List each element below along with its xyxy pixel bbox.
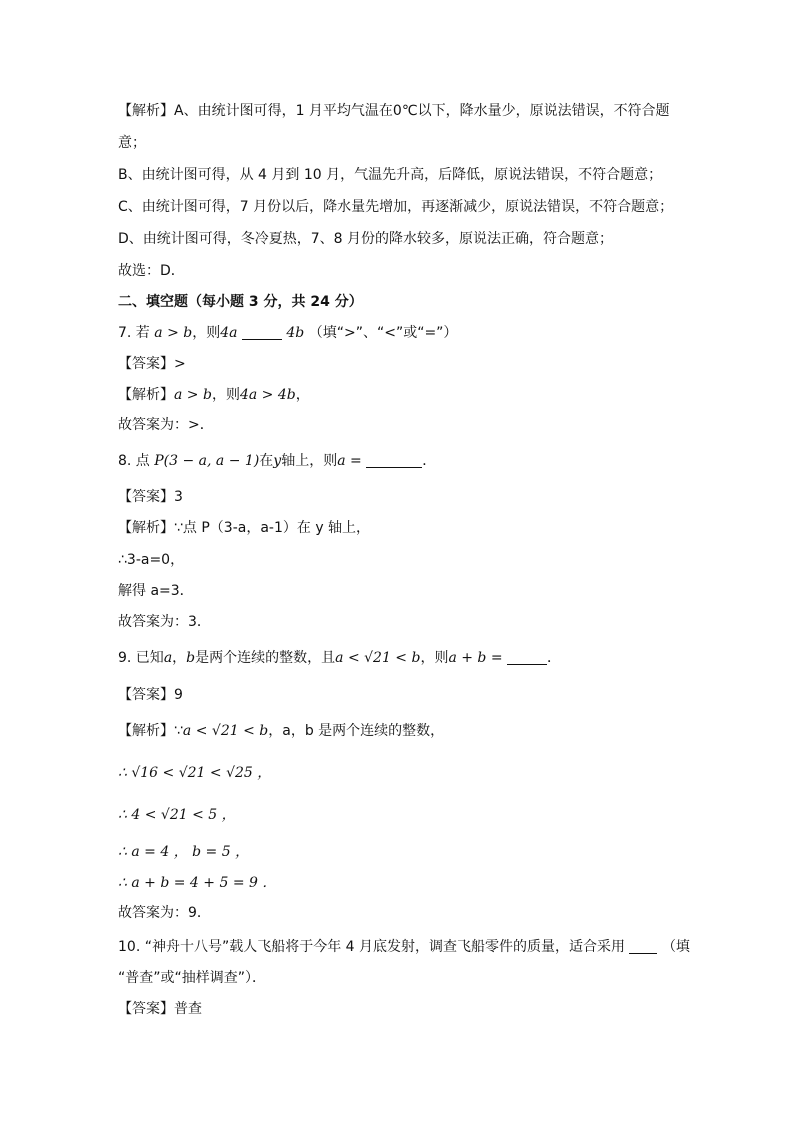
analysis-line-b: B、由统计图可得，从 4 月到 10 月，气温先升高，后降低，原说法错误，不符合题意； — [118, 167, 663, 183]
q10-hint: （填 — [661, 939, 690, 955]
q8-axis: y — [273, 453, 282, 469]
q9-text: 是两个连续的整数，且 — [195, 650, 336, 666]
analysis-7-result: 4a > 4b — [239, 387, 296, 403]
answer-9: 【答案】9 — [118, 687, 183, 703]
analysis-9-step4: ∴ a + b = 4 + 5 = 9 ． — [118, 875, 277, 891]
choice-conclusion: 故选：D． — [118, 263, 185, 279]
analysis-9-text: ，a，b 是两个连续的整数， — [268, 723, 445, 739]
q9-then: ，则 — [420, 650, 449, 666]
question-9 — [118, 648, 561, 668]
q9-inequality: a < √21 < b — [335, 650, 421, 666]
q7-condition: a > b — [154, 325, 193, 341]
q8-point: P(3 − a, a − 1) — [154, 453, 260, 469]
analysis-8-step1: ∴3-a=0， — [118, 552, 185, 568]
analysis-9-ineq: a < √21 < b — [182, 723, 269, 739]
question-10-cont: “普查”或“抽样调查”）． — [118, 970, 267, 986]
q7-right: 4b — [286, 325, 305, 341]
q10-answer-blank — [629, 939, 657, 954]
answer-8: 【答案】3 — [118, 489, 183, 505]
analysis-9-step3: ∴ a = 4 ， b = 5 ， — [118, 844, 250, 860]
analysis-line-a: 【解析】A、由统计图可得，1 月平均气温在0℃以下，降水量少，原说法错误，不符合题 — [118, 103, 670, 119]
q7-left: 4a — [220, 325, 238, 341]
analysis-7-cond: a > b — [174, 387, 212, 403]
q9-answer-blank — [507, 650, 547, 665]
analysis-9-label: 【解析】∵ — [118, 723, 183, 739]
analysis-line-a-cont: 意； — [118, 135, 146, 151]
analysis-line-c: C、由统计图可得，7 月份以后，降水量先增加，再逐渐减少，原说法错误，不符合题意； — [118, 199, 674, 215]
conclusion-7: 故答案为：>． — [118, 417, 214, 433]
q9-prefix: 9. 已知 — [118, 650, 164, 666]
q9-sep: ， — [172, 650, 187, 666]
q7-hint: （填“>”、“<”或“=”） — [308, 325, 458, 341]
analysis-7-then: ，则 — [211, 387, 240, 403]
q7-then: ，则 — [192, 325, 221, 341]
conclusion-8: 故答案为：3． — [118, 614, 211, 630]
q9-a: a — [163, 650, 173, 666]
q10-text: 10. “神舟十八号”载人飞船将于今年 4 月底发射，调查飞船零件的质量，适合采用 — [118, 939, 626, 955]
analysis-9-step1: ∴ √16 < √21 < √25 ， — [118, 765, 272, 781]
analysis-7-comma: ， — [295, 387, 310, 403]
section-heading: 二、填空题（每小题 3 分，共 24 分） — [118, 294, 363, 310]
q8-prefix: 8. 点 — [118, 453, 150, 469]
q8-var: a = — [337, 453, 362, 469]
q7-answer-blank — [242, 325, 282, 340]
answer-7: 【答案】> — [118, 356, 186, 372]
analysis-line-d: D、由统计图可得，冬冷夏热，7、8 月份的降水较多，原说法正确，符合题意； — [118, 231, 614, 247]
analysis-9-step2: ∴ 4 < √21 < 5 ， — [118, 807, 236, 823]
analysis-8: 【解析】∵点 P（3-a，a-1）在 y 轴上， — [118, 520, 371, 536]
q9-b: b — [186, 650, 196, 666]
q8-on: 在 — [259, 453, 274, 469]
question-10 — [118, 937, 690, 957]
question-8 — [118, 451, 436, 471]
q9-sum: a + b = — [448, 650, 503, 666]
analysis-8-step2: 解得 a=3． — [118, 583, 194, 599]
q8-axis-text: 轴上，则 — [281, 453, 338, 469]
question-7 — [118, 323, 457, 343]
analysis-7 — [118, 385, 310, 405]
q8-period: ． — [422, 453, 437, 469]
q9-period: ． — [547, 650, 562, 666]
q7-prefix: 7. 若 — [118, 325, 150, 341]
conclusion-9: 故答案为：9． — [118, 905, 211, 921]
analysis-9 — [118, 721, 444, 741]
analysis-7-label: 【解析】 — [118, 387, 174, 403]
answer-10: 【答案】普查 — [118, 1001, 202, 1017]
q8-answer-blank — [366, 453, 422, 468]
